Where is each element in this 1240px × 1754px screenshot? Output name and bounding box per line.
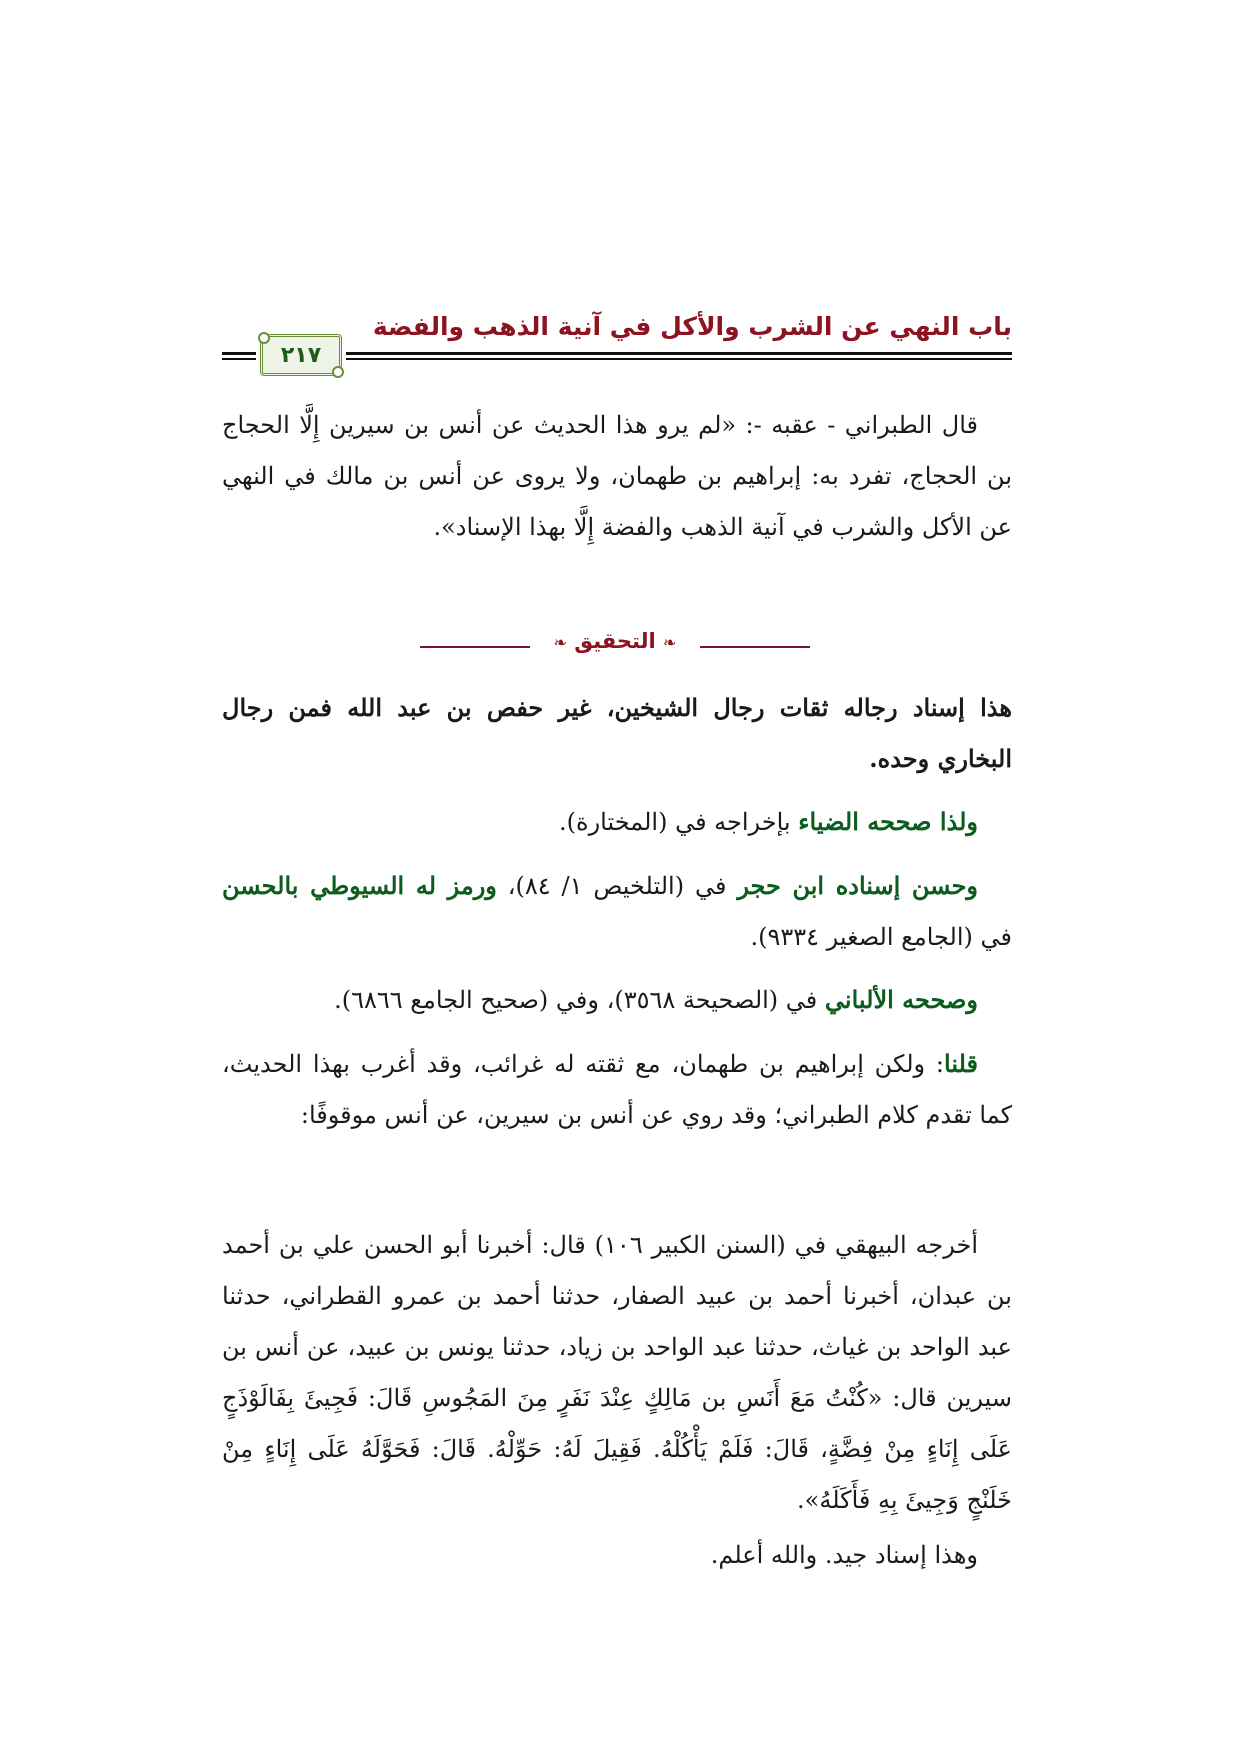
highlight-phrase: وحسن إسناده ابن حجر [737,871,979,900]
paragraph-text: قال الطبراني - عقبه -: «لم يرو هذا الحديث عن أنس بن سيرين إِلَّا الحجاج بن الحجاج، تفرد به: إبراهيم بن طهمان، ولا يروى عن أنس بن مالك في النهي عن الأكل والشرب في آنية الذهب والفضة إِلَّا بهذا الإسناد». [222,411,1012,541]
section-title-text: التحقيق [574,629,656,653]
paragraph-conclusion [222,1530,1012,1581]
paragraph-text [222,1038,1012,1141]
highlight-phrase: وصححه الألباني [824,985,978,1014]
ornament-icon: ❧ [663,633,677,652]
paragraph-qulna [222,1038,1012,1141]
paragraph-text [222,974,1012,1026]
page-number: ٢١٧ [280,342,322,368]
page-header [222,300,1012,390]
paragraph-text: أخرجه البيهقي في (السنن الكبير ١٠٦) قال: أخبرنا أبو الحسن علي بن أحمد بن عبدان، أخبرنا أحمد بن عبيد الصفار، حدثنا أحمد بن عمرو القطراني، حدثنا عبد الواحد بن غياث، حدثنا عبد الواحد بن زياد، حدثنا يونس بن عبيد، عن أنس بن سيرين قال: «كُنْتُ مَعَ أَنَسِ بن مَالِكٍ عِنْدَ نَفَرٍ مِنَ المَجُوسِ قَالَ: فَجِيئَ بِفَالَوْذَجٍ عَلَى إِنَاءٍ مِنْ فِضَّةٍ، قَالَ: فَلَمْ يَأْكُلْهُ. فَقِيلَ لَهُ: حَوِّلْهُ. قَالَ: فَحَوَّلَهُ عَلَى إِنَاءٍ مِنْ خَلَنْجٍ وَجِيئَ بِهِ فَأَكَلَهُ». [222,1231,1012,1514]
page-number-frame [260,334,342,376]
paragraph-ibn-hajar [222,860,1012,963]
paragraph-rest: في (الصحيحة ٣٥٦٨)، وفي (صحيح الجامع ٦٨٦٦). [334,986,825,1014]
paragraph-albani [222,974,1012,1026]
highlight-phrase: ولذا صححه الضياء [798,807,978,836]
running-title: باب النهي عن الشرب والأكل في آنية الذهب والفضة [372,312,1012,341]
highlight-phrase: ورمز له السيوطي بالحسن [222,871,497,900]
paragraph-rest: في (الجامع الصغير ٩٣٣٤). [750,923,1012,951]
paragraph-text [222,860,1012,963]
paragraph-diya [222,796,1012,848]
section-divider [420,629,810,660]
paragraph-text [222,796,1012,848]
paragraph-rest: : ولكن إبراهيم بن طهمان، مع ثقته له غرائب، وقد أغرب بهذا الحديث، كما تقدم كلام الطبراني؛ وقد روي عن أنس بن سيرين، عن أنس موقوفًا: [222,1050,1012,1129]
paragraph-bayhaqi [222,1220,1012,1526]
paragraph-text: وهذا إسناد جيد. والله أعلم. [710,1541,978,1569]
paragraph-rest: بإخراجه في (المختارة). [559,808,799,836]
paragraph-text: هذا إسناد رجاله ثقات رجال الشيخين، غير حفص بن عبد الله فمن رجال البخاري وحده. [222,693,1012,773]
paragraph-isnad-verdict [222,682,1012,784]
paragraph-mid: في (التلخيص ١/ ٨٤)، [496,872,738,900]
paragraph-tabarani-quote [222,400,1012,553]
ornament-icon: ❧ [553,633,567,652]
section-title [420,629,810,653]
highlight-phrase: قلنا [944,1049,978,1078]
